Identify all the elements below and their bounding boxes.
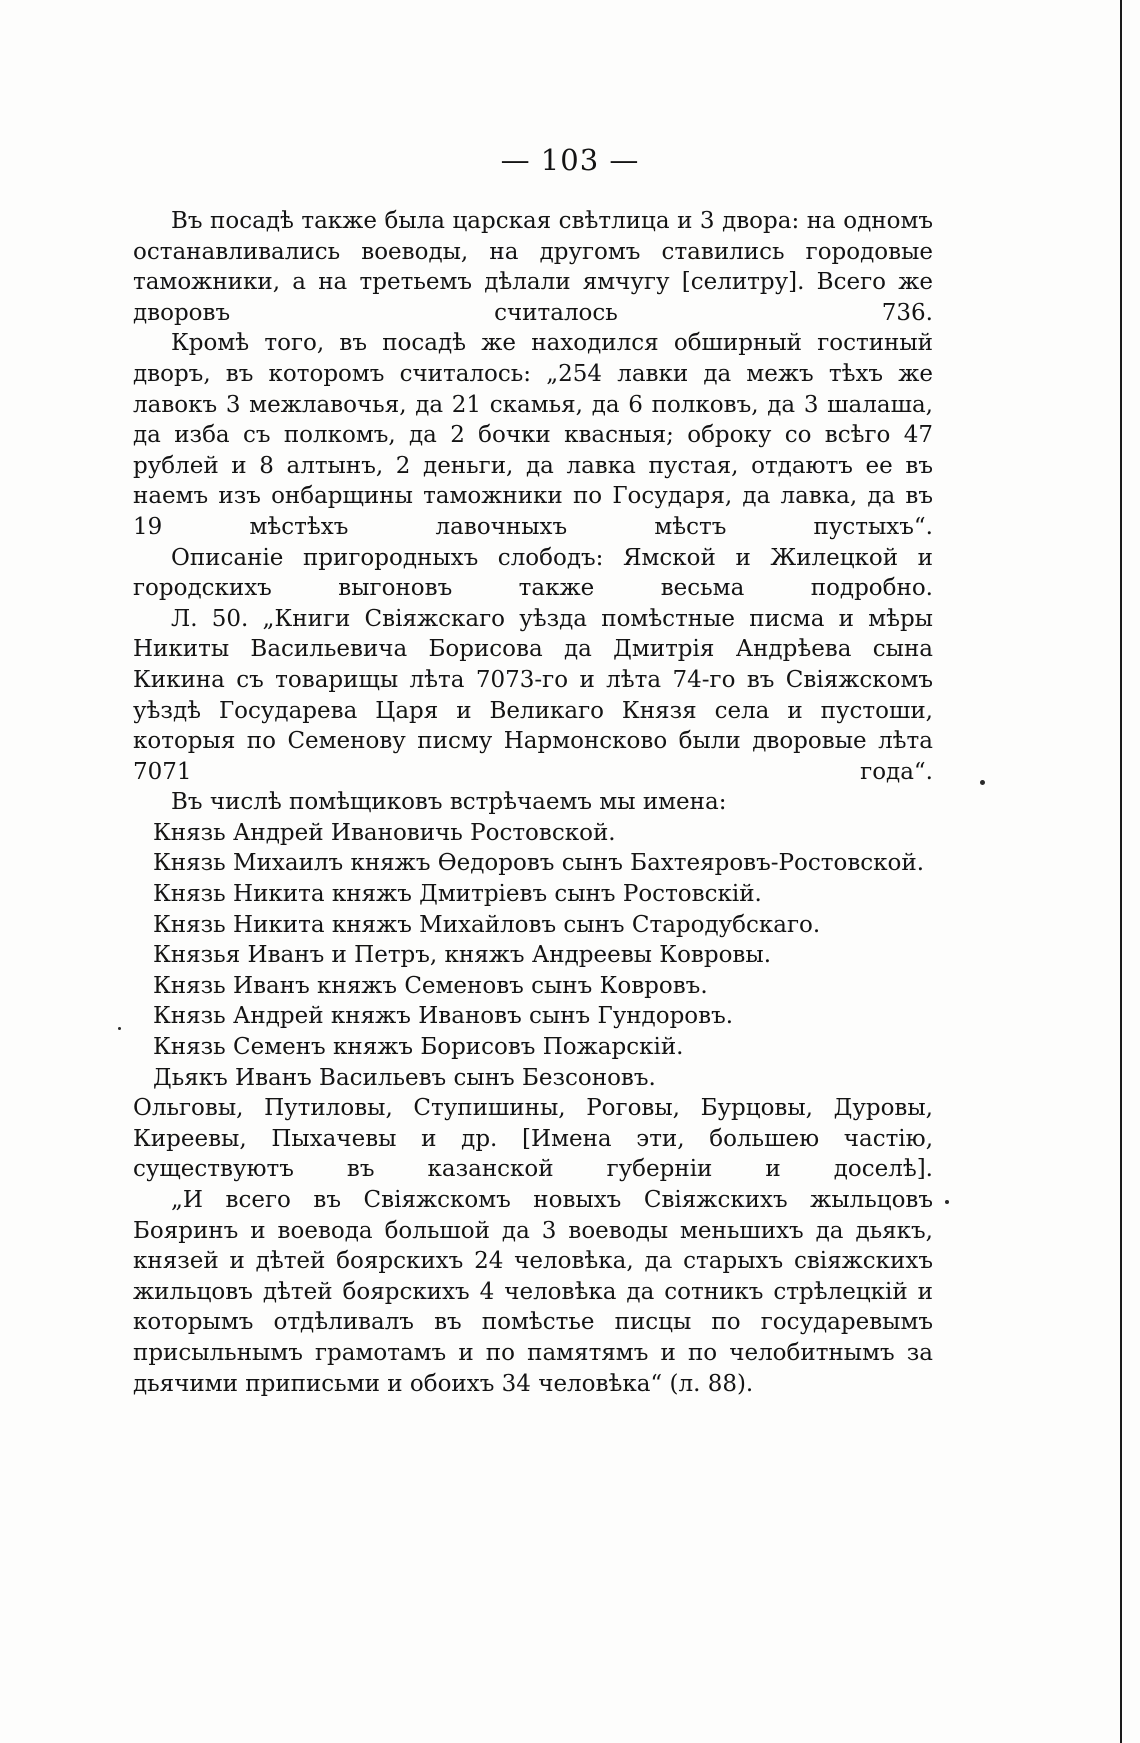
list-item: Князь Андрей княжъ Ивановъ сынъ Гундоровъ. xyxy=(153,1003,734,1030)
paragraph-sviyazhsk-residents: „И всего въ Свіяжскомъ новыхъ Свіяжскихъ жыльцовъ Бояринъ и воевода большой да 3 воеводы меньшихъ да дьякъ, князей и дѣтей боярскихъ 24 человѣка, да старыхъ свіяжскихъ жильцовъ дѣтей боярскихъ 4 человѣка да сотникъ стрѣлецкій и которымъ отдѣливалъ въ помѣстье писцы по государевымъ присыльнымъ грамотамъ и по памятямъ и по челобитнымъ за дьячими приписьми и обоихъ 34 человѣка“ (л. 88). xyxy=(133,1187,933,1397)
print-speck xyxy=(980,780,985,785)
paragraph-landowners-intro: Въ числѣ помѣщиковъ встрѣчаемъ мы имена: xyxy=(171,789,727,816)
print-speck xyxy=(118,1027,121,1030)
list-item: Князь Никита княжъ Дмитріевъ сынъ Ростовскій. xyxy=(153,881,762,908)
list-item: Князь Никита княжъ Михайловъ сынъ Стародубскаго. xyxy=(153,911,821,938)
landowner-name-list xyxy=(133,818,933,1093)
list-item: Дьякъ Иванъ Васильевъ сынъ Безсоновъ. xyxy=(153,1064,656,1091)
list-item: Князь Иванъ княжъ Семеновъ сынъ Ковровъ. xyxy=(153,972,708,999)
list-item: Князь Андрей Ивановичь Ростовской. xyxy=(153,819,616,846)
paragraph-slobody: Описаніе пригородныхъ слободъ: Ямской и Жилецкой и городскихъ выгоновъ также весьма подробно. xyxy=(133,544,933,602)
page-number: — 103 — xyxy=(500,143,640,177)
list-item: Князь Семенъ княжъ Борисовъ Пожарскій. xyxy=(153,1034,684,1061)
list-item: Князья Иванъ и Петръ, княжъ Андреевы Ковровы. xyxy=(153,942,772,969)
print-speck xyxy=(945,1200,949,1204)
list-item: Князь Михаилъ княжъ Ѳедоровъ сынъ Бахтеяровъ-Ростовской. xyxy=(153,850,925,877)
page-body xyxy=(133,206,933,1399)
paragraph-posad-courts: Въ посадѣ также была царская свѣтлица и 3 двора: на одномъ останавливались воеводы, на другомъ ставились городовые таможники, а на третьемъ дѣлали ямчугу [селитру]. Всего же дворовъ считалось 736. xyxy=(133,208,933,326)
paragraph-other-families: Ольговы, Путиловы, Ступишины, Роговы, Бурцовы, Дуровы, Киреевы, Пыхачевы и др. [Имена эти, большею частію, существуютъ въ казанской губерніи и доселѣ]. xyxy=(133,1095,933,1183)
paragraph-sviyazhsk-books: Л. 50. „Книги Свіяжскаго уѣзда помѣстные писма и мѣры Никиты Васильевича Борисова да Дмитрія Андрѣева сына Кикина съ товарищы лѣта 7073-го и лѣта 74-го въ Свіяжскомъ уѣздѣ Государева Царя и Великаго Князя села и пустоши, которыя по Семенову писму Нармонсково были дворовые лѣта 7071 года“. xyxy=(133,605,933,785)
paragraph-gostiny-dvor: Кромѣ того, въ посадѣ же находился обширный гостиный дворъ, въ которомъ считалось: „254 лавки да межъ тѣхъ же лавокъ 3 межлавочья, да 21 скамья, да 6 полковъ, да 3 шалаша, да изба съ полкомъ, да 2 бочки квасныя; оброку со всѣго 47 рублей и 8 алтынъ, 2 деньги, да лавка пустая, отдаютъ ее въ наемъ изъ онбарщины таможники по Государя, да лавка, да въ 19 мѣстѣхъ лавочныхъ мѣстъ пустыхъ“. xyxy=(133,330,933,540)
scan-edge-line xyxy=(1120,0,1122,1743)
